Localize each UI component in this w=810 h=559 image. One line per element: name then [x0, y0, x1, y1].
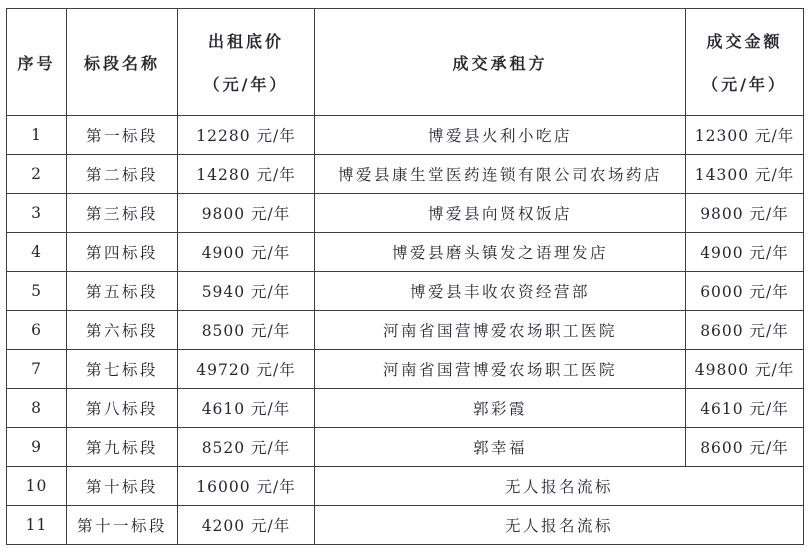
cell-base-price: 14280 元/年 — [178, 155, 315, 194]
cell-section: 第二标段 — [67, 155, 178, 194]
cell-amount: 14300 元/年 — [686, 155, 804, 194]
col-header-base-price-label: 出租底价 — [207, 32, 284, 51]
cell-base-price: 9800 元/年 — [178, 194, 315, 233]
cell-lessee: 无人报名流标 — [315, 467, 804, 506]
cell-section: 第六标段 — [67, 311, 178, 350]
col-header-base-price — [178, 9, 315, 116]
cell-base-price: 5940 元/年 — [178, 272, 315, 311]
cell-lessee: 博爱县向贤权饭店 — [315, 194, 686, 233]
col-header-amount-unit: （元/年） — [702, 75, 787, 94]
col-header-serial: 序号 — [7, 9, 67, 116]
cell-no: 7 — [7, 350, 67, 389]
col-header-amount-label: 成交金额 — [706, 32, 783, 51]
cell-amount: 9800 元/年 — [686, 194, 804, 233]
cell-section: 第八标段 — [67, 389, 178, 428]
cell-base-price: 8500 元/年 — [178, 311, 315, 350]
cell-no: 1 — [7, 116, 67, 155]
cell-no: 10 — [7, 467, 67, 506]
table-row — [7, 350, 804, 389]
lease-results-table — [6, 8, 804, 545]
cell-no: 5 — [7, 272, 67, 311]
table-row — [7, 116, 804, 155]
cell-section: 第十一标段 — [67, 506, 178, 545]
table-body — [7, 116, 804, 545]
cell-amount: 6000 元/年 — [686, 272, 804, 311]
cell-no: 3 — [7, 194, 67, 233]
cell-base-price: 49720 元/年 — [178, 350, 315, 389]
cell-amount: 8600 元/年 — [686, 428, 804, 467]
cell-lessee: 博爱县丰收农资经营部 — [315, 272, 686, 311]
cell-base-price: 4900 元/年 — [178, 233, 315, 272]
table-header — [7, 9, 804, 116]
table-row — [7, 233, 804, 272]
cell-section: 第四标段 — [67, 233, 178, 272]
table-row — [7, 272, 804, 311]
cell-lessee: 博爱县火利小吃店 — [315, 116, 686, 155]
col-header-base-price-unit: （元/年） — [203, 75, 289, 94]
table-row — [7, 428, 804, 467]
col-header-lessee: 成交承租方 — [315, 9, 686, 116]
table-row — [7, 155, 804, 194]
cell-lessee: 郭幸福 — [315, 428, 686, 467]
table-row — [7, 506, 804, 545]
table-row — [7, 194, 804, 233]
cell-amount: 4900 元/年 — [686, 233, 804, 272]
table-row — [7, 311, 804, 350]
cell-no: 6 — [7, 311, 67, 350]
cell-amount: 12300 元/年 — [686, 116, 804, 155]
cell-lessee: 博爱县康生堂医药连锁有限公司农场药店 — [315, 155, 686, 194]
cell-lessee: 河南省国营博爱农场职工医院 — [315, 350, 686, 389]
cell-no: 9 — [7, 428, 67, 467]
cell-lessee: 博爱县磨头镇发之语理发店 — [315, 233, 686, 272]
cell-amount: 8600 元/年 — [686, 311, 804, 350]
table-row — [7, 389, 804, 428]
cell-base-price: 8520 元/年 — [178, 428, 315, 467]
table-row — [7, 467, 804, 506]
cell-section: 第五标段 — [67, 272, 178, 311]
cell-section: 第九标段 — [67, 428, 178, 467]
header-row — [7, 9, 804, 116]
cell-section: 第七标段 — [67, 350, 178, 389]
cell-base-price: 4610 元/年 — [178, 389, 315, 428]
cell-no: 11 — [7, 506, 67, 545]
cell-no: 8 — [7, 389, 67, 428]
cell-base-price: 16000 元/年 — [178, 467, 315, 506]
col-header-section-name: 标段名称 — [67, 9, 178, 116]
cell-section: 第一标段 — [67, 116, 178, 155]
cell-no: 4 — [7, 233, 67, 272]
cell-amount: 4610 元/年 — [686, 389, 804, 428]
cell-lessee: 河南省国营博爱农场职工医院 — [315, 311, 686, 350]
cell-section: 第三标段 — [67, 194, 178, 233]
cell-amount: 49800 元/年 — [686, 350, 804, 389]
col-header-amount — [686, 9, 804, 116]
cell-lessee: 郭彩霞 — [315, 389, 686, 428]
cell-no: 2 — [7, 155, 67, 194]
cell-lessee: 无人报名流标 — [315, 506, 804, 545]
cell-base-price: 12280 元/年 — [178, 116, 315, 155]
cell-base-price: 4200 元/年 — [178, 506, 315, 545]
cell-section: 第十标段 — [67, 467, 178, 506]
